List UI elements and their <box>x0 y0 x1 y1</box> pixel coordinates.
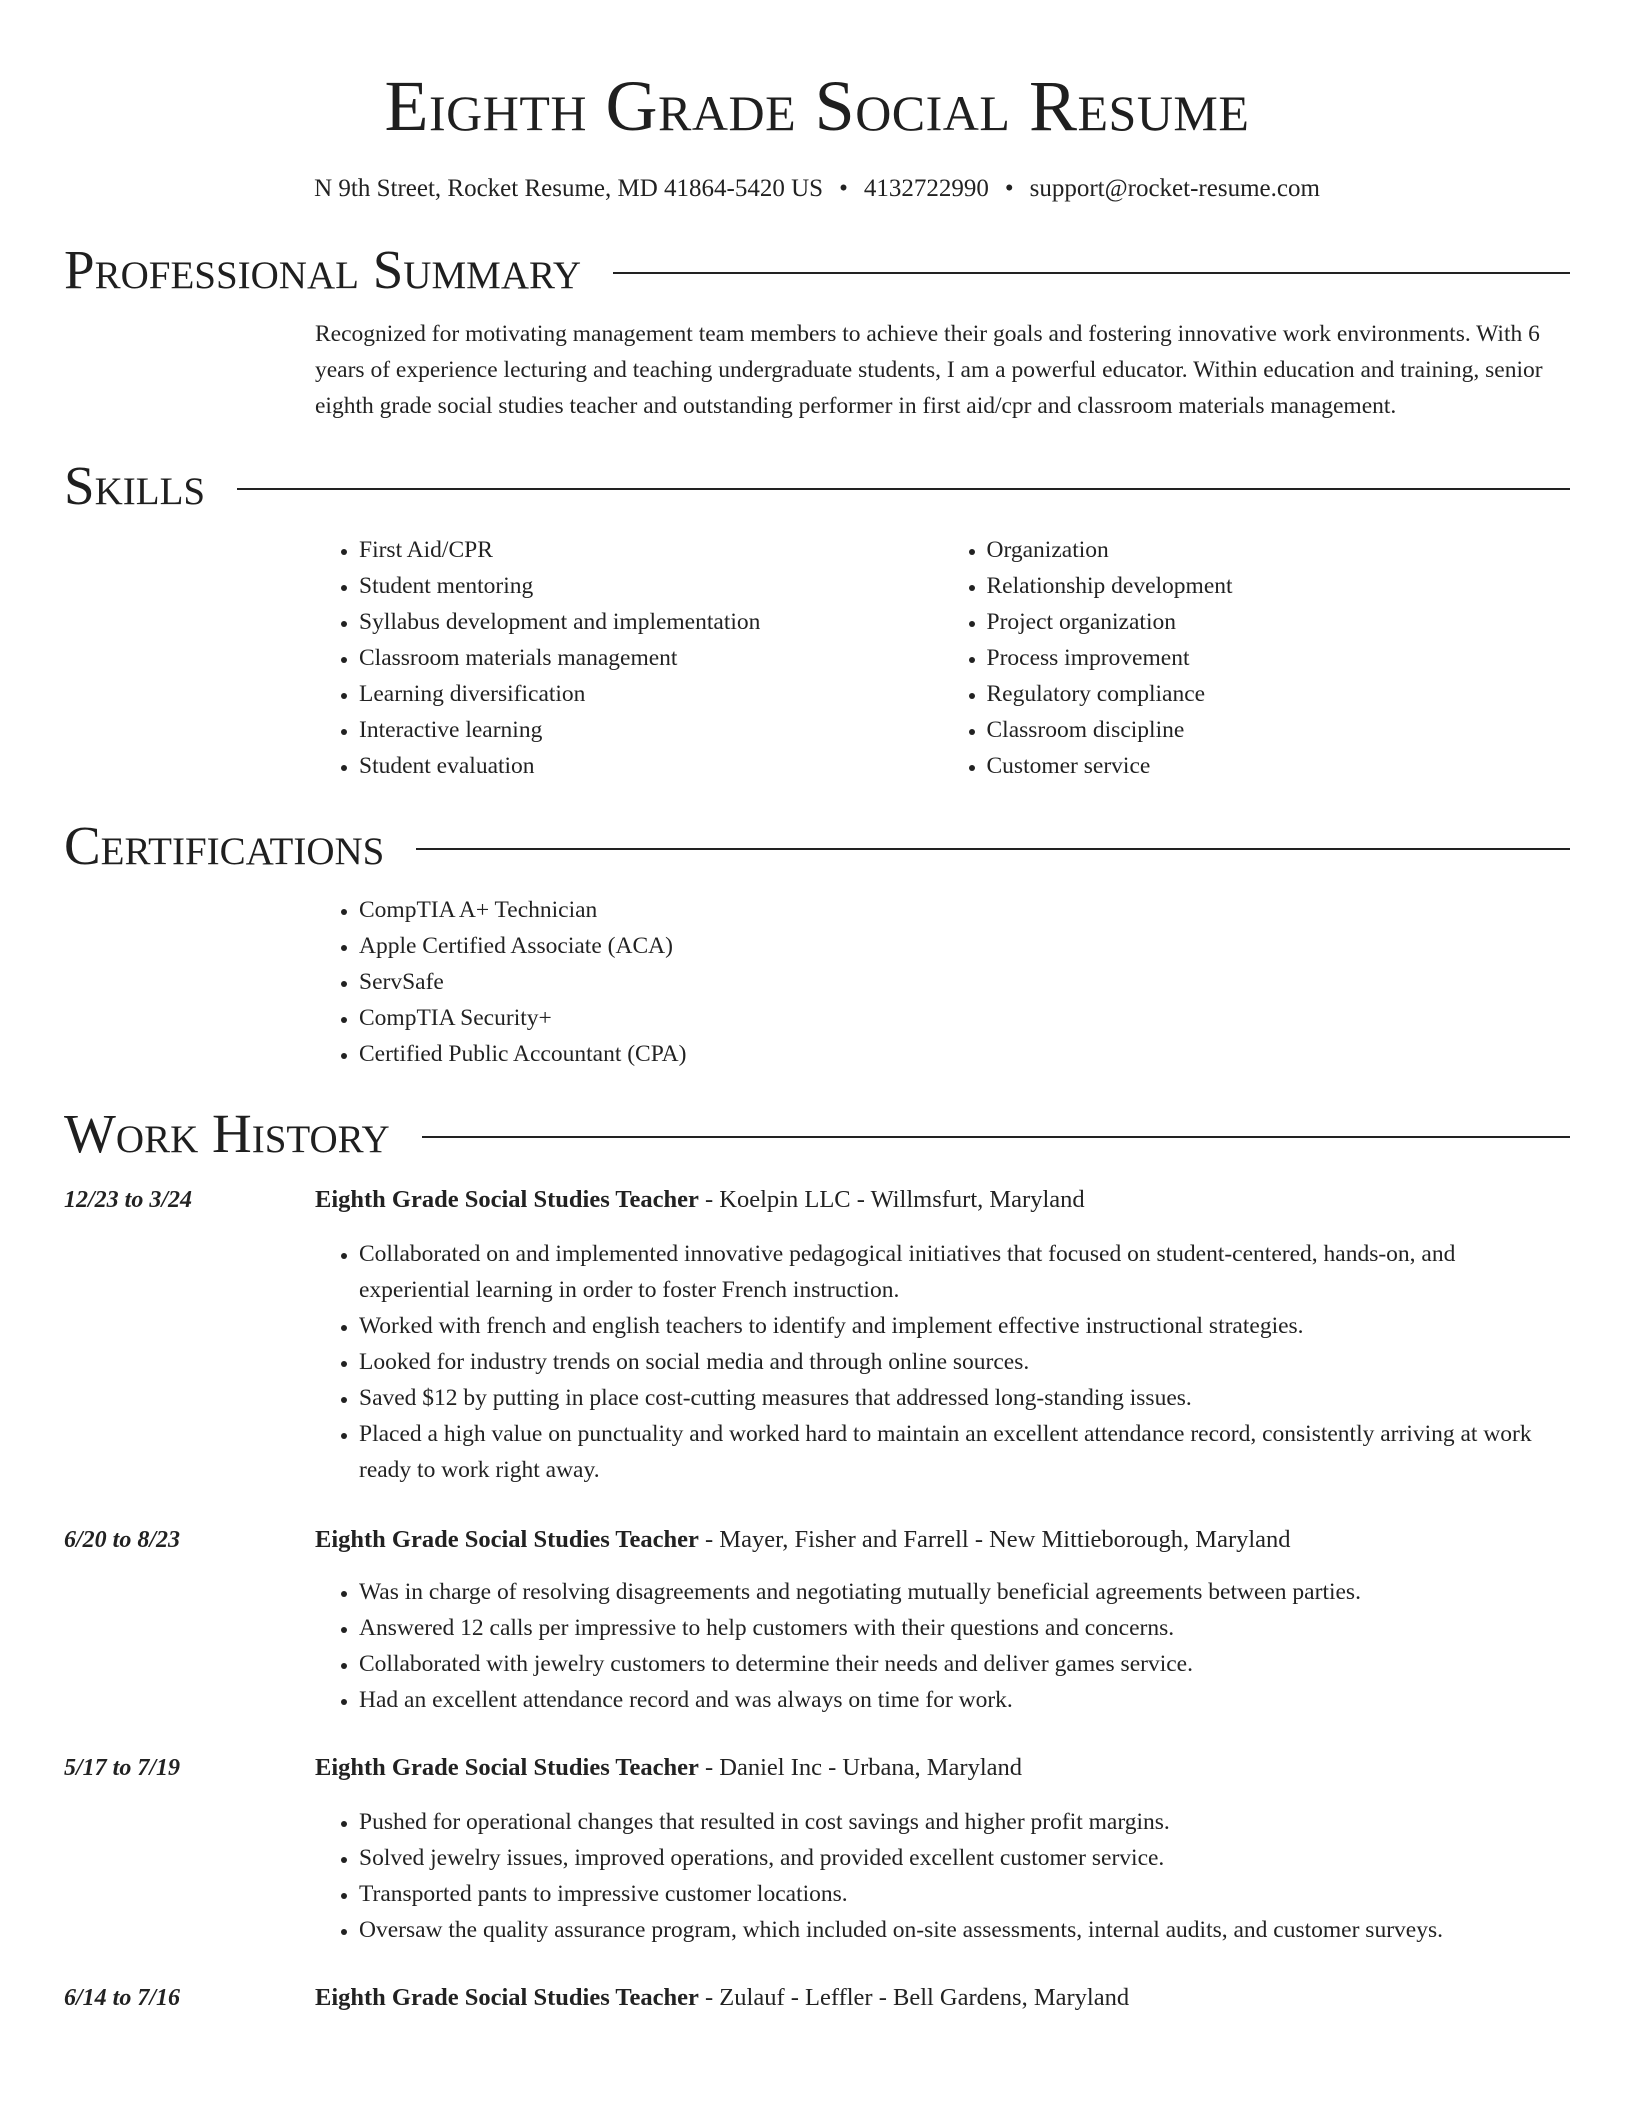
certification-item: • CompTIA Security+ <box>359 1000 1570 1036</box>
contact-separator: • <box>839 175 848 202</box>
job-title: Eighth Grade Social Studies Teacher <box>315 1186 699 1213</box>
job-employer: - Koelpin LLC - Willmsfurt, Maryland <box>698 1186 1085 1213</box>
job-bullet: • Placed a high value on punctuality and worked hard to maintain an excellent attendance record, consistently arriving at work ready to work right away. <box>359 1416 1570 1488</box>
contact-phone: 4132722990 <box>863 175 989 202</box>
job-bullet: • Saved $12 by putting in place cost-cutting measures that addressed long-standing issues. <box>359 1380 1570 1416</box>
job-bullet: • Answered 12 calls per impressive to help customers with their questions and concerns. <box>359 1610 1570 1646</box>
certification-item: • Apple Certified Associate (ACA) <box>359 928 1570 964</box>
section-heading-summary: Professional Summary <box>64 239 582 300</box>
job-bullet: • Was in charge of resolving disagreements and negotiating mutually beneficial agreements between parties. <box>359 1574 1570 1610</box>
contact-email: support@rocket-resume.com <box>1029 175 1320 202</box>
section-rule <box>422 1136 1570 1138</box>
skill-item: • Project organization <box>987 604 1571 640</box>
work-heading-row <box>64 1102 1570 1166</box>
contact-separator: • <box>1004 175 1014 202</box>
certification-item: • Certified Public Accountant (CPA) <box>359 1036 1570 1072</box>
skill-item: • Learning diversification <box>359 676 943 712</box>
skills-section <box>64 454 1570 784</box>
job-bullet: • Looked for industry trends on social media and through online sources. <box>359 1344 1570 1380</box>
job-dates: 6/14 to 7/16 <box>64 1985 181 2011</box>
certification-item: • ServSafe <box>359 964 1570 1000</box>
skill-item: • Student evaluation <box>359 748 943 784</box>
job-employer: - Zulauf - Leffler - Bell Gardens, Maryland <box>698 1984 1130 2011</box>
job-bullet: • Had an excellent attendance record and was always on time for work. <box>359 1682 1570 1718</box>
skills-heading-row <box>64 454 1570 518</box>
job-bullet: • Pushed for operational changes that resulted in cost savings and higher profit margins. <box>359 1804 1570 1840</box>
skill-item: • Interactive learning <box>359 712 943 748</box>
summary-section <box>64 238 1570 424</box>
job-heading <box>315 1980 1129 2016</box>
contact-line <box>64 174 1570 204</box>
section-heading-work-history: Work History <box>64 1103 390 1164</box>
certifications-heading-row <box>64 814 1570 878</box>
job-dates: 6/20 to 8/23 <box>64 1527 181 1553</box>
skill-item: • Student mentoring <box>359 568 943 604</box>
job-bullet: • Solved jewelry issues, improved operations, and provided excellent customer service. <box>359 1840 1570 1876</box>
work-history-section <box>64 1102 1570 2016</box>
job-entry <box>64 1750 1570 1948</box>
resume-page <box>64 0 1570 2016</box>
job-dates: 12/23 to 3/24 <box>64 1187 193 1213</box>
job-bullet: • Transported pants to impressive customer locations. <box>359 1876 1570 1912</box>
job-title: Eighth Grade Social Studies Teacher <box>315 1526 699 1553</box>
job-entry <box>64 1980 1570 2016</box>
resume-name: Eighth Grade Social Resume <box>384 66 1250 146</box>
summary-text: Recognized for motivating management team members to achieve their goals and fostering innovative work environments. With 6 years of experience lecturing and teaching undergraduate students, I am a powerful educator. Within education and training, senior eighth grade social studies teacher and outstanding performer in first aid/cpr and classroom materials management. <box>315 321 1543 419</box>
job-bullet: • Worked with french and english teachers to identify and implement effective instructional strategies. <box>359 1308 1570 1344</box>
section-rule <box>237 488 1570 490</box>
skill-item: • Regulatory compliance <box>987 676 1571 712</box>
job-employer: - Mayer, Fisher and Farrell - New Mittieborough, Maryland <box>698 1526 1291 1553</box>
job-heading <box>315 1750 1022 1786</box>
skill-item: • Customer service <box>987 748 1571 784</box>
certifications-list <box>315 892 1570 1072</box>
skill-item: • First Aid/CPR <box>359 532 943 568</box>
job-entry <box>64 1522 1570 1718</box>
section-heading-skills: Skills <box>64 455 206 516</box>
section-rule <box>416 848 1570 850</box>
summary-heading-row <box>64 238 1570 302</box>
certification-item: • CompTIA A+ Technician <box>359 892 1570 928</box>
skill-item: • Organization <box>987 532 1571 568</box>
job-bullet: • Oversaw the quality assurance program, which included on-site assessments, internal audits, and customer surveys. <box>359 1912 1570 1948</box>
skill-item: • Process improvement <box>987 640 1571 676</box>
contact-address: N 9th Street, Rocket Resume, MD 41864-5420 US <box>314 175 824 202</box>
skill-item: • Relationship development <box>987 568 1571 604</box>
job-bullet: • Collaborated with jewelry customers to determine their needs and deliver games service. <box>359 1646 1570 1682</box>
skill-item: • Classroom materials management <box>359 640 943 676</box>
job-bullets <box>315 1574 1570 1718</box>
job-employer: - Daniel Inc - Urbana, Maryland <box>698 1754 1023 1781</box>
skills-list-right <box>943 532 1571 784</box>
job-title: Eighth Grade Social Studies Teacher <box>315 1754 699 1781</box>
job-bullet: • Collaborated on and implemented innovative pedagogical initiatives that focused on student-centered, hands-on, and experiential learning in order to foster French instruction. <box>359 1236 1570 1308</box>
job-title: Eighth Grade Social Studies Teacher <box>315 1984 699 2011</box>
skills-list-left <box>315 532 943 784</box>
skill-item: • Syllabus development and implementation <box>359 604 943 640</box>
certifications-section <box>64 814 1570 1072</box>
job-heading <box>315 1522 1291 1558</box>
job-heading <box>315 1182 1085 1218</box>
job-bullets <box>315 1236 1570 1488</box>
section-heading-certifications: Certifications <box>64 815 385 876</box>
job-bullets <box>315 1804 1570 1948</box>
skill-item: • Classroom discipline <box>987 712 1571 748</box>
section-rule <box>613 272 1570 274</box>
job-entry <box>64 1182 1570 1488</box>
job-dates: 5/17 to 7/19 <box>64 1755 181 1781</box>
